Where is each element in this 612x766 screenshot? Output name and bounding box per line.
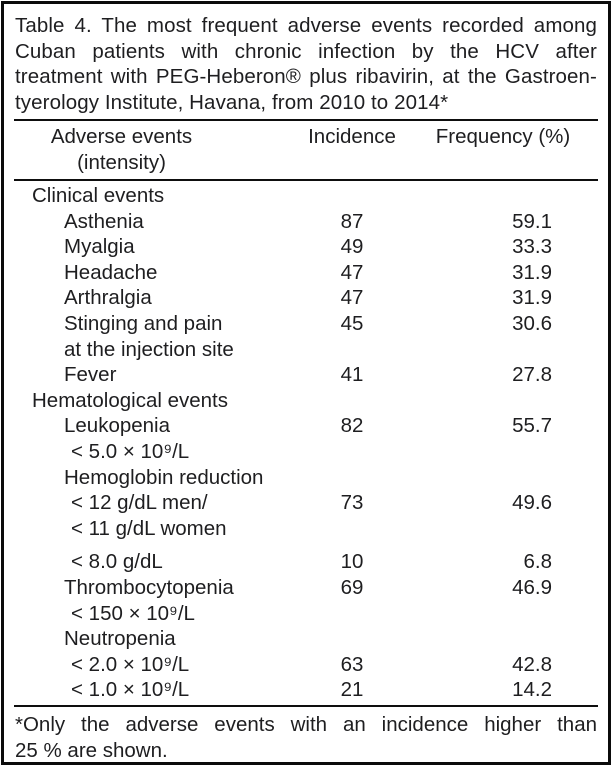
table-caption xyxy=(4,4,608,119)
frequency-value: 42.8 xyxy=(512,652,552,676)
adverse-event-label: Neutropenia xyxy=(64,627,176,651)
adverse-event-label: Arthralgia xyxy=(64,286,152,310)
incidence-value: 47 xyxy=(340,260,364,284)
adverse-event-threshold: < 8.0 g/dL xyxy=(71,550,163,574)
table-footnote xyxy=(4,707,608,765)
frequency-value: 30.6 xyxy=(512,311,552,335)
adverse-event-label: Headache xyxy=(64,260,158,284)
adverse-event-threshold: < 2.0 × 10⁹/L xyxy=(71,652,190,676)
incidence-value: 87 xyxy=(340,209,364,233)
adverse-event-threshold: < 150 × 10⁹/L xyxy=(71,601,195,625)
adverse-event-threshold-line2: < 11 g/dL women xyxy=(71,516,227,540)
table-row xyxy=(14,413,598,464)
table-row xyxy=(14,465,598,491)
adverse-event-label: Stinging and pain xyxy=(64,311,223,335)
column-header-line2: (intensity) xyxy=(77,151,166,174)
table-row xyxy=(14,260,598,286)
table-row xyxy=(14,362,598,388)
adverse-event-label: Asthenia xyxy=(64,209,144,233)
table-row xyxy=(14,285,598,311)
frequency-value: 31.9 xyxy=(512,260,552,284)
footnote-line: 25 % are shown. xyxy=(15,739,168,763)
column-header-adverse-events xyxy=(14,124,229,176)
incidence-value: 82 xyxy=(340,414,364,438)
column-header-line1: Adverse events xyxy=(50,125,193,148)
incidence-value: 21 xyxy=(340,678,364,702)
table-row xyxy=(14,490,598,541)
frequency-value: 49.6 xyxy=(512,491,552,515)
adverse-event-label-line2: at the injection site xyxy=(64,337,234,361)
table-row xyxy=(14,575,598,626)
table-row xyxy=(14,652,598,678)
footnote-line: *Only the adverse events with an incidence higher than xyxy=(15,712,597,736)
table-row xyxy=(14,311,598,362)
caption-line: Cuban patients with chronic infection by the HCV after xyxy=(15,39,597,63)
column-header-incidence: Incidence xyxy=(308,125,396,148)
table-row xyxy=(14,234,598,260)
table-header-row xyxy=(4,121,608,179)
frequency-value: 59.1 xyxy=(512,209,552,233)
frequency-value: 55.7 xyxy=(512,414,552,438)
incidence-value: 47 xyxy=(340,286,364,310)
incidence-value: 63 xyxy=(340,652,364,676)
frequency-value: 33.3 xyxy=(512,235,552,259)
frequency-value: 14.2 xyxy=(512,678,552,702)
frequency-value: 27.8 xyxy=(512,363,552,387)
adverse-event-label: Leukopenia xyxy=(64,414,171,438)
caption-line: tyerology Institute, Havana, from 2010 to 2014* xyxy=(15,90,449,114)
adverse-event-label: Hemoglobin reduction xyxy=(64,465,264,489)
adverse-event-group-label: Clinical events xyxy=(32,184,165,207)
adverse-event-label: Myalgia xyxy=(64,235,135,259)
table-figure-frame xyxy=(1,1,611,765)
column-header-frequency: Frequency (%) xyxy=(435,125,571,148)
caption-line: Table 4. The most frequent adverse events recorded among xyxy=(15,14,597,37)
incidence-value: 49 xyxy=(340,235,364,259)
adverse-event-threshold: < 5.0 × 10⁹/L xyxy=(71,439,190,463)
table-row xyxy=(14,677,598,703)
table-row xyxy=(14,549,598,575)
table-row xyxy=(14,183,598,209)
adverse-event-label: Thrombocytopenia xyxy=(64,575,234,599)
caption-line: treatment with PEG-Heberon® plus ribavirin, at the Gastroen- xyxy=(15,65,597,88)
adverse-event-group-label: Hematological events xyxy=(32,388,228,412)
incidence-value: 73 xyxy=(340,491,364,515)
frequency-value: 31.9 xyxy=(512,286,552,310)
incidence-value: 41 xyxy=(340,363,364,387)
incidence-value: 69 xyxy=(340,575,364,599)
incidence-value: 10 xyxy=(340,550,364,574)
frequency-value: 46.9 xyxy=(512,575,552,599)
table-row xyxy=(14,626,598,652)
table-body xyxy=(4,181,608,705)
adverse-event-threshold: < 12 g/dL men/ xyxy=(71,491,208,515)
table-row xyxy=(14,388,598,414)
frequency-value: 6.8 xyxy=(523,550,552,574)
incidence-value: 45 xyxy=(340,311,364,335)
adverse-event-label: Fever xyxy=(64,363,117,387)
adverse-event-threshold: < 1.0 × 10⁹/L xyxy=(71,678,190,702)
table-row xyxy=(14,209,598,235)
